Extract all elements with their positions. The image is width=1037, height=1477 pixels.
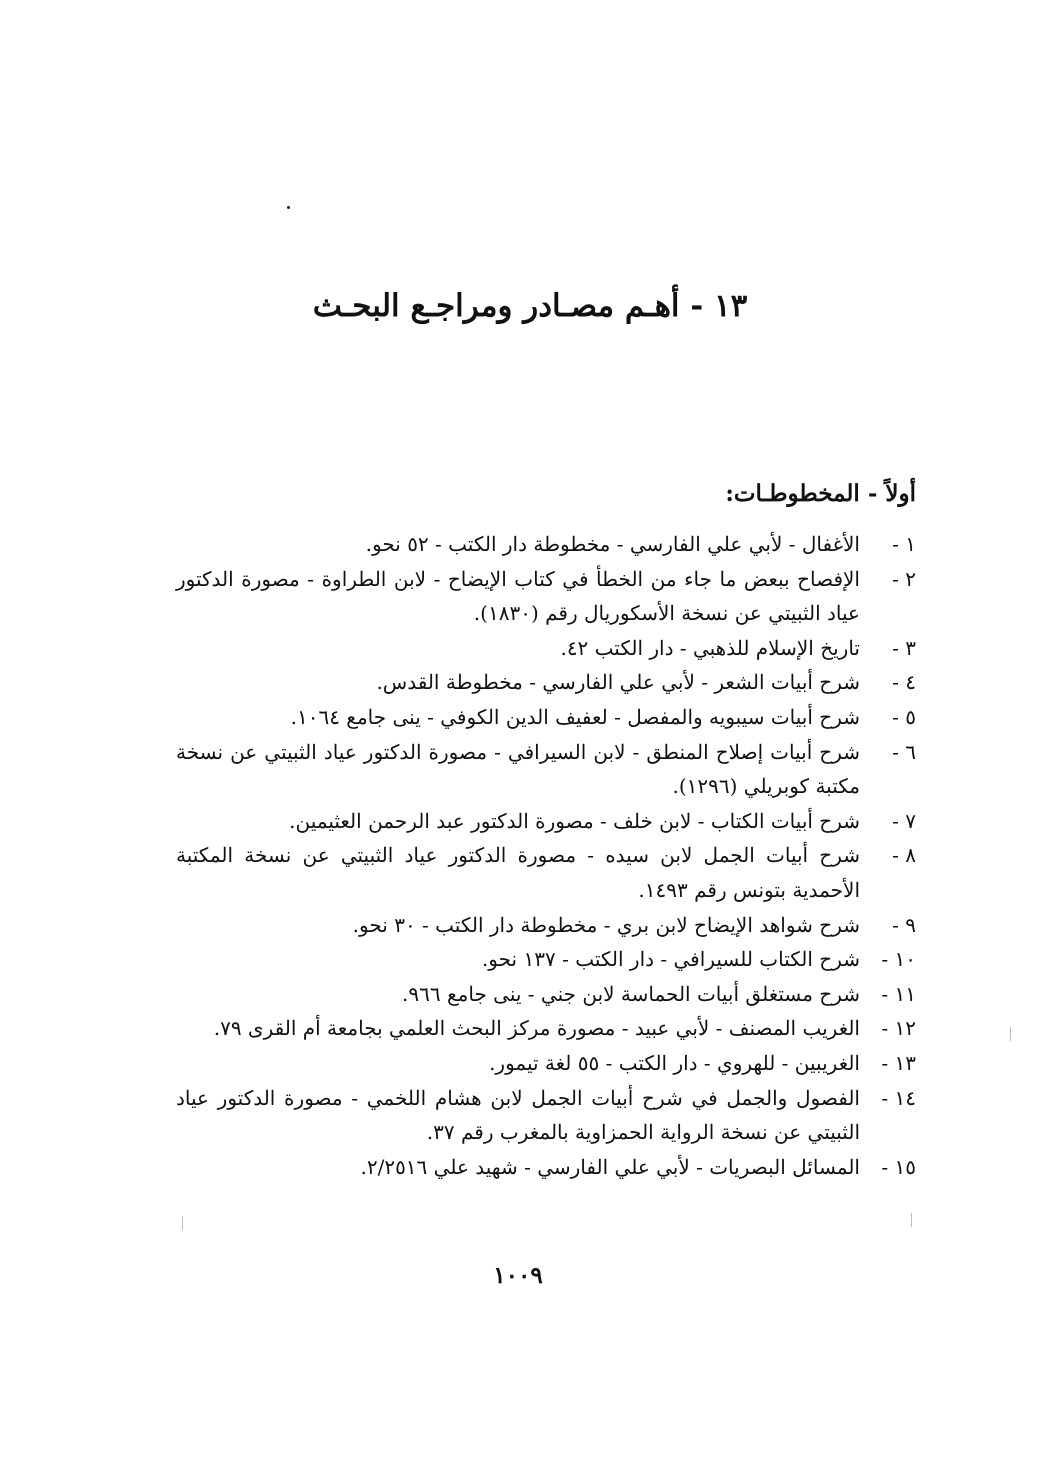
entry-text: شرح الكتاب للسيرافي - دار الكتب - ١٣٧ نحو. [481,947,860,972]
chapter-title: ١٣ - أهـم مصـادر ومراجـع البحـث [312,288,748,324]
entry-text: شرح شواهد الإيضاح لابن بري - مخطوطة دار الكتب - ٣٠ نحو. [352,912,860,937]
list-item [176,1081,916,1150]
list-item [176,804,916,839]
entry-text: الأغفال - لأبي علي الفارسي - مخطوطة دار الكتب - ٥٢ نحو. [365,532,860,556]
entry-text: شرح أبيات إصلاح المنطق - لابن السيرافي - مصورة الدكتور عياد الثبيتي عن نسخة مكتبة كوبريلي (١٢٩٦). [176,739,860,799]
entry-number: ١٥ - [881,1154,916,1179]
entry-number: ١٢ - [881,1016,916,1041]
entry-number: ١ - [892,532,916,556]
entry-number: ١١ - [881,981,916,1006]
margin-mark [911,1213,912,1227]
entry-number: ٥ - [892,704,916,729]
list-item [176,735,916,804]
entry-text: شرح أبيات الجمل لابن سيده - مصورة الدكتور عياد الثبيتي عن نسخة المكتبة الأحمدية بتونس رقم ١٤٩٣. [176,843,860,902]
entry-number: ٤ - [892,670,916,695]
margin-mark [1010,1027,1011,1041]
list-item [176,700,916,735]
list-item [176,631,916,666]
ink-speck [287,206,290,209]
entry-number: ٣ - [892,635,916,660]
list-item [176,1011,916,1046]
entry-text: شرح أبيات الشعر - لأبي علي الفارسي - مخطوطة القدس. [376,670,860,695]
entry-text: الفصول والجمل في شرح أبيات الجمل لابن هشام اللخمي - مصورة الدكتور عياد الثبيتي عن نسخة الرواية الحمزاوية بالمغرب رقم ٣٧. [176,1085,860,1145]
entry-text: تاريخ الإسلام للذهبي - دار الكتب ٤٢. [560,635,860,660]
entry-text: الإفصاح ببعض ما جاء من الخطأ في كتاب الإيضاح - لابن الطراوة - مصورة الدكتور عياد الثبيتي عن نسخة الأسكوريال رقم (١٨٣٠). [176,566,860,626]
entry-text: شرح مستغلق أبيات الحماسة لابن جني - ينى جامع ٩٦٦. [402,981,860,1006]
list-item [176,665,916,700]
list-item [176,908,916,943]
section-heading: أولاً - المخطوطـات: [725,480,916,507]
entry-number: ٢ - [892,566,916,591]
page-number: ١٠٠٩ [493,1262,543,1289]
margin-mark [182,1216,183,1230]
entry-number: ١٣ - [881,1050,916,1075]
entry-text: شرح أبيات الكتاب - لابن خلف - مصورة الدكتور عبد الرحمن العثيمين. [289,808,860,833]
entry-number: ٩ - [892,912,916,937]
entry-number: ٦ - [892,739,916,764]
entry-number: ١٠ - [881,947,916,972]
list-item [176,562,916,631]
entry-text: شرح أبيات سيبويه والمفصل - لعفيف الدين الكوفي - ينى جامع ١٠٦٤. [290,704,860,729]
entry-text: الغريبين - للهروي - دار الكتب - ٥٥ لغة تيمور. [489,1050,860,1075]
entry-text: الغريب المصنف - لأبي عبيد - مصورة مركز البحث العلمي بجامعة أم القرى ٧٩. [213,1016,860,1041]
list-item [176,1046,916,1081]
entry-number: ٨ - [892,843,916,868]
entry-number: ١٤ - [881,1085,916,1110]
list-item [176,1150,916,1185]
entry-text: المسائل البصريات - لأبي علي الفارسي - شهيد علي ٢/٢٥١٦. [360,1154,860,1179]
list-item [176,942,916,977]
list-item [176,977,916,1012]
manuscript-list [176,527,916,1184]
list-item [176,527,916,562]
list-item [176,838,916,907]
entry-number: ٧ - [892,808,916,833]
